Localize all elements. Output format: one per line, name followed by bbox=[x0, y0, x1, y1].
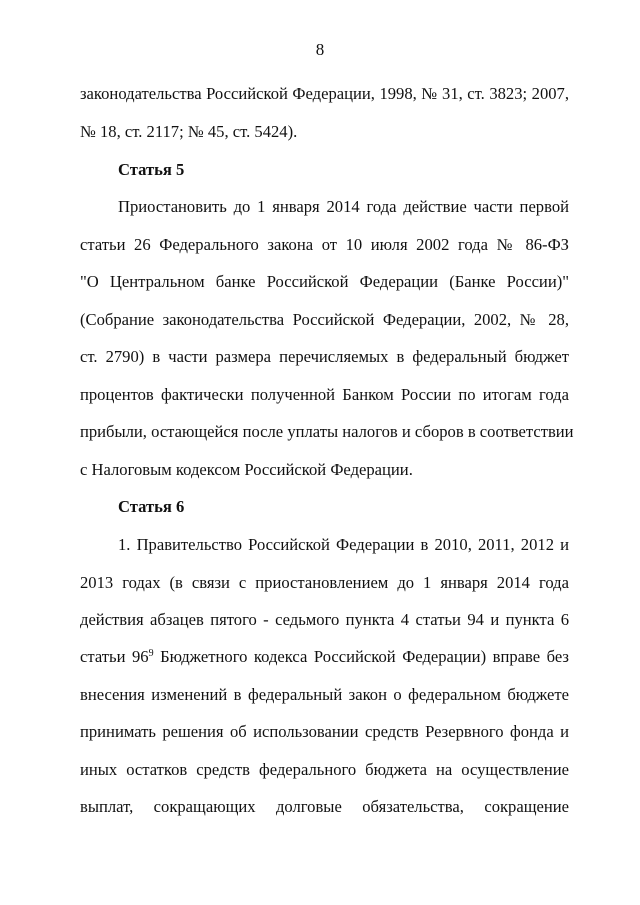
text-line: статьи 26 Федерального закона от 10 июля 2002 года № 86-ФЗ bbox=[80, 235, 569, 254]
text-line: Приостановить до 1 января 2014 года действие части первой bbox=[118, 197, 569, 216]
text-line: "О Центральном банке Российской Федерации (Банке России)" bbox=[80, 272, 569, 291]
text-line: выплат, сокращающих долговые обязательства, сокращение bbox=[80, 797, 569, 816]
text-fragment: Бюджетного кодекса Российской Федерации) вправе без bbox=[153, 647, 569, 666]
text-line: № 18, ст. 2117; № 45, ст. 5424). bbox=[80, 122, 298, 141]
text-line: действия абзацев пятого - седьмого пункта 4 статьи 94 и пункта 6 bbox=[80, 610, 569, 629]
text-line: иных остатков средств федерального бюджета на осуществление bbox=[80, 760, 569, 779]
text-line: ст. 2790) в части размера перечисляемых в федеральный бюджет bbox=[80, 347, 569, 366]
text-fragment: статьи 96 bbox=[80, 647, 149, 666]
article-heading: Статья 5 bbox=[118, 160, 185, 179]
text-line bbox=[80, 646, 569, 668]
text-line: процентов фактически полученной Банком России по итогам года bbox=[80, 385, 569, 404]
text-line: 2013 годах (в связи с приостановлением до 1 января 2014 года bbox=[80, 573, 569, 592]
text-line: с Налоговым кодексом Российской Федерации. bbox=[80, 460, 413, 479]
text-line: принимать решения об использовании средств Резервного фонда и bbox=[80, 722, 569, 741]
text-line: 1. Правительство Российской Федерации в 2010, 2011, 2012 и bbox=[118, 535, 569, 554]
superscript: 9 bbox=[148, 648, 154, 659]
text-line: внесения изменений в федеральный закон о федеральном бюджете bbox=[80, 685, 569, 704]
text-line: прибыли, остающейся после уплаты налогов и сборов в соответствии bbox=[80, 422, 574, 441]
text-line: (Собрание законодательства Российской Федерации, 2002, № 28, bbox=[80, 310, 569, 329]
page-number: 8 bbox=[315, 40, 325, 59]
text-line: законодательства Российской Федерации, 1998, № 31, ст. 3823; 2007, bbox=[80, 84, 569, 103]
article-heading: Статья 6 bbox=[118, 497, 185, 516]
